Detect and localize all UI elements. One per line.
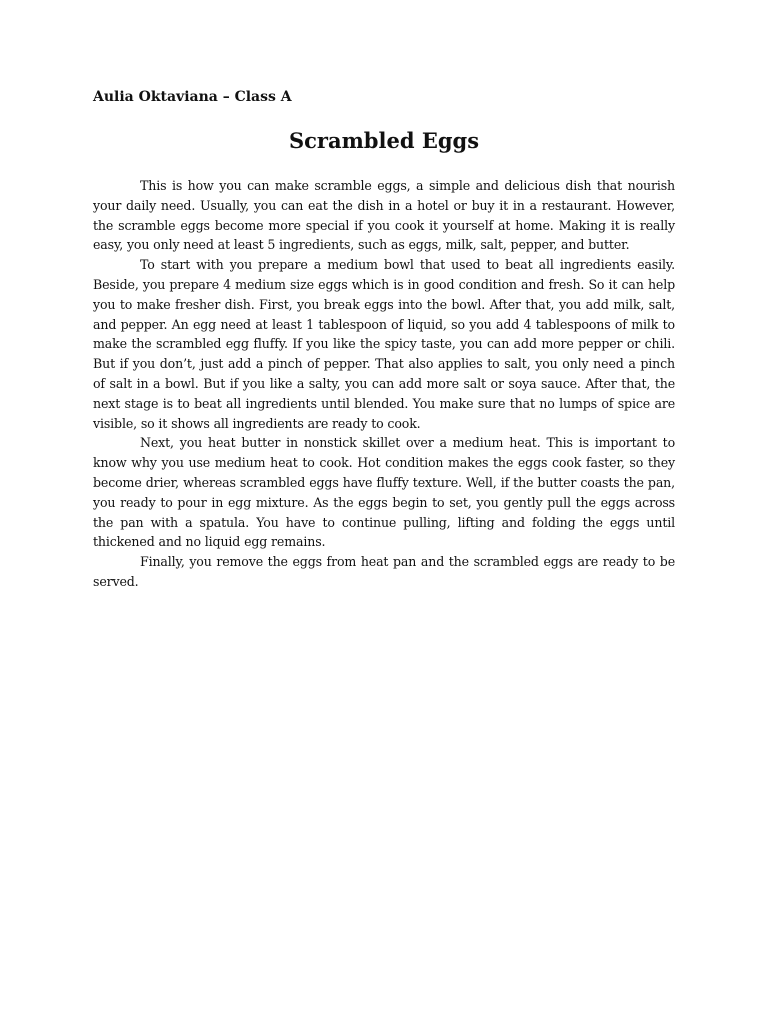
document-body bbox=[93, 176, 675, 592]
paragraph-conclusion: Finally, you remove the eggs from heat pan and the scrambled eggs are ready to be served. bbox=[93, 554, 675, 589]
document-title: Scrambled Eggs bbox=[288, 128, 480, 153]
author-line: Aulia Oktaviana – Class A bbox=[93, 89, 292, 105]
paragraph-preparation: To start with you prepare a medium bowl that used to beat all ingredients easily. Beside, you prepare 4 medium size eggs which is in good condition and fresh. So it can help you to make fresher dish. First, you break eggs into the bowl. After that, you add milk, salt, and pepper. An egg need at least 1 tablespoon of liquid, so you add 4 tablespoons of milk to make the scrambled egg fluffy. If you like the spicy taste, you can add more pepper or chili. But if you don’t, just add a pinch of pepper. That also applies to salt, you only need a pinch of salt in a bowl. But if you like a salty, you can add more salt or soya sauce. After that, the next stage is to beat all ingredients until blended. You make sure that no lumps of spice are visible, so it shows all ingredients are ready to cook. bbox=[93, 257, 675, 431]
paragraph-intro: This is how you can make scramble eggs, a simple and delicious dish that nourish your daily need. Usually, you can eat the dish in a hotel or buy it in a restaurant. However, the scramble eggs become more special if you cook it yourself at home. Making it is really easy, you only need at least 5 ingredients, such as eggs, milk, salt, pepper, and butter. bbox=[93, 178, 675, 253]
paragraph-cooking: Next, you heat butter in nonstick skillet over a medium heat. This is important to know why you use medium heat to cook. Hot condition makes the eggs cook faster, so they become drier, whereas scrambled eggs have fluffy texture. Well, if the butter coasts the pan, you ready to pour in egg mixture. As the eggs begin to set, you gently pull the eggs across the pan with a spatula. You have to continue pulling, lifting and folding the eggs until thickened and no liquid egg remains. bbox=[93, 435, 675, 550]
